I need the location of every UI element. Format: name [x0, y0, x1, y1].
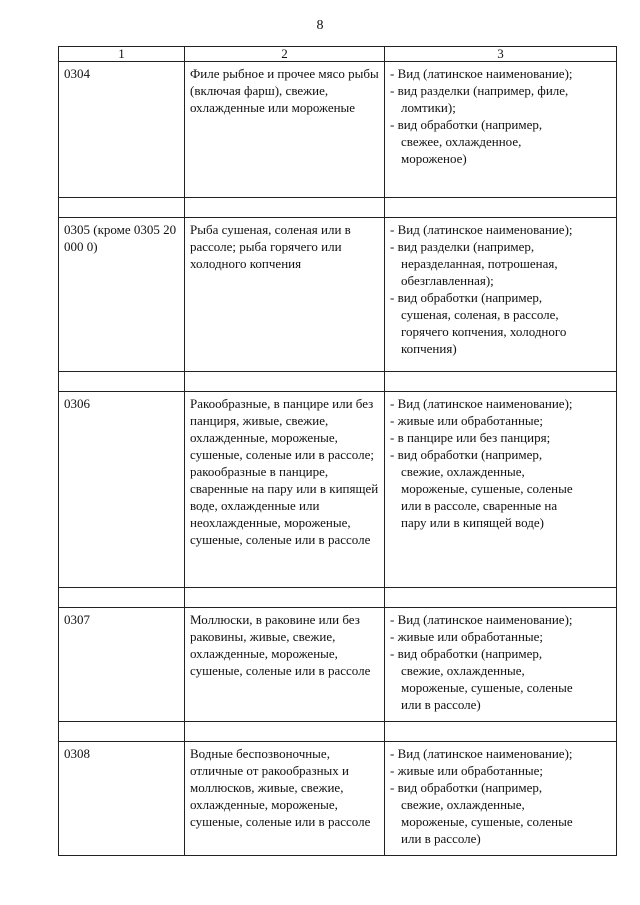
- hs-code-cell: 0306: [59, 392, 185, 588]
- attribute-line: - Вид (латинское наименование);: [390, 66, 573, 81]
- attribute-line: - вид обработки (например,: [390, 117, 543, 132]
- column-header-2: 2: [185, 47, 385, 62]
- attribute-line: сушеная, соленая, в рассоле,: [401, 307, 559, 322]
- attribute-line: или в рассоле): [401, 697, 481, 712]
- attributes-cell: [385, 392, 617, 588]
- attribute-line: - Вид (латинское наименование);: [390, 612, 573, 627]
- attribute-line: мороженые, сушеные, соленые: [401, 814, 573, 829]
- attribute-line: - вид обработки (например,: [390, 447, 543, 462]
- attribute-line: мороженое): [401, 151, 467, 166]
- description-cell: Моллюски, в раковине или без раковины, живые, свежие, охлажденные, мороженые, сушеные, соленые или в рассоле: [185, 608, 385, 722]
- description-cell: Ракообразные, в панцире или без панциря, живые, свежие, охлажденные, мороженые, сушеные, соленые или в рассоле; ракообразные в панцире, сваренные на пару или в кипящей воде, охлажденные или неохлажденные, мороженые, сушеные, соленые или в рассоле: [185, 392, 385, 588]
- attribute-line: мороженые, сушеные, соленые: [401, 680, 573, 695]
- table-header-row: [59, 47, 617, 62]
- attribute-line: - вид разделки (например,: [390, 239, 535, 254]
- attribute-line: - вид обработки (например,: [390, 646, 543, 661]
- attribute-line: - живые или обработанные;: [390, 629, 544, 644]
- attributes-cell: [385, 608, 617, 722]
- attribute-line: пару или в кипящей воде): [401, 515, 544, 530]
- attribute-line: - Вид (латинское наименование);: [390, 396, 573, 411]
- hs-code-cell: 0305 (кроме 0305 20 000 0): [59, 218, 185, 372]
- description-cell: Рыба сушеная, соленая или в рассоле; рыба горячего или холодного копчения: [185, 218, 385, 372]
- attributes-cell: [385, 62, 617, 198]
- attribute-line: неразделанная, потрошеная,: [401, 256, 558, 271]
- attribute-line: горячего копчения, холодного: [401, 324, 567, 339]
- description-cell: Водные беспозвоночные, отличные от ракообразных и моллюсков, живые, свежие, охлажденные, мороженые, сушеные, соленые или в рассоле: [185, 742, 385, 856]
- description-cell: Филе рыбное и прочее мясо рыбы (включая фарш), свежие, охлажденные или мороженые: [185, 62, 385, 198]
- attribute-line: или в рассоле, сваренные на: [401, 498, 558, 513]
- product-table: [58, 46, 617, 856]
- attribute-line: свежие, охлажденные,: [401, 797, 525, 812]
- hs-code-cell: 0304: [59, 62, 185, 198]
- attribute-line: или в рассоле): [401, 831, 481, 846]
- attribute-line: свежие, охлажденные,: [401, 663, 525, 678]
- attribute-line: - вид обработки (например,: [390, 780, 543, 795]
- attribute-line: ломтики);: [401, 100, 456, 115]
- attribute-line: - вид обработки (например,: [390, 290, 543, 305]
- attributes-cell: [385, 742, 617, 856]
- table-row: [59, 62, 617, 198]
- table-row: [59, 218, 617, 372]
- hs-code-cell: 0308: [59, 742, 185, 856]
- attribute-line: свежие, охлажденные,: [401, 464, 525, 479]
- hs-code-cell: 0307: [59, 608, 185, 722]
- column-header-1: 1: [59, 47, 185, 62]
- table-row: [59, 742, 617, 856]
- attribute-line: - живые или обработанные;: [390, 763, 544, 778]
- attribute-line: - в панцире или без панциря;: [390, 430, 551, 445]
- attributes-cell: [385, 218, 617, 372]
- table-row: [59, 608, 617, 722]
- attribute-line: копчения): [401, 341, 457, 356]
- column-header-3: 3: [385, 47, 617, 62]
- attribute-line: мороженые, сушеные, соленые: [401, 481, 573, 496]
- attribute-line: свежее, охлажденное,: [401, 134, 522, 149]
- attribute-line: - живые или обработанные;: [390, 413, 544, 428]
- attribute-line: - вид разделки (например, филе,: [390, 83, 569, 98]
- table-row: [59, 392, 617, 588]
- attribute-line: - Вид (латинское наименование);: [390, 746, 573, 761]
- page-number: 8: [316, 18, 324, 33]
- attribute-line: обезглавленная);: [401, 273, 494, 288]
- attribute-line: - Вид (латинское наименование);: [390, 222, 573, 237]
